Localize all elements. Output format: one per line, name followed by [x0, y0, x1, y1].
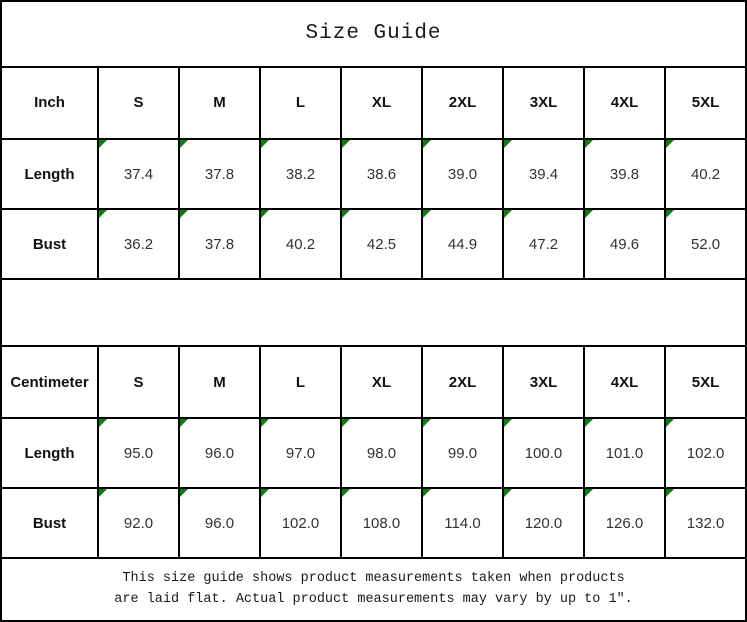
page-title: [1, 1, 746, 67]
corner-flag-icon: [585, 489, 593, 497]
value-cell: [665, 139, 746, 209]
measurement-value: 108.0: [362, 514, 401, 532]
row-label-cell: [1, 488, 98, 558]
size-header-cell: [260, 67, 341, 139]
corner-flag-icon: [423, 489, 431, 497]
size-label: L: [295, 94, 306, 112]
measurement-value: 96.0: [204, 514, 235, 532]
unit-label: Centimeter: [10, 373, 89, 391]
measurement-value: 39.8: [609, 165, 640, 183]
measurement-value: 102.0: [281, 514, 320, 532]
size-header-cell: [341, 67, 422, 139]
corner-flag-icon: [180, 140, 188, 148]
size-header-cell: [179, 346, 260, 418]
measurement-value: 44.9: [447, 235, 478, 253]
cm-header-row: [1, 346, 746, 418]
measurement-value: 37.8: [204, 235, 235, 253]
size-header-cell: [584, 346, 665, 418]
corner-flag-icon: [666, 140, 674, 148]
size-label: 4XL: [610, 94, 639, 112]
cm-length-row: [1, 418, 746, 488]
value-cell: [98, 488, 179, 558]
size-header-cell: [422, 346, 503, 418]
measurement-value: 49.6: [609, 235, 640, 253]
size-label: M: [213, 373, 226, 391]
footer-note-line2: are laid flat. Actual product measurements may vary by up to 1″.: [114, 591, 633, 607]
size-label: XL: [371, 94, 392, 112]
corner-flag-icon: [585, 140, 593, 148]
size-label: 2XL: [448, 94, 477, 112]
value-cell: [341, 209, 422, 279]
measurement-value: 102.0: [686, 444, 725, 462]
corner-flag-icon: [423, 140, 431, 148]
measurement-value: 120.0: [524, 514, 563, 532]
measurement-value: 36.2: [123, 235, 154, 253]
size-header-cell: [341, 346, 422, 418]
size-label: XL: [371, 373, 392, 391]
corner-flag-icon: [666, 419, 674, 427]
value-cell: [341, 488, 422, 558]
unit-header-cell-centimeter: [1, 346, 98, 418]
corner-flag-icon: [180, 419, 188, 427]
size-header-cell: [584, 67, 665, 139]
value-cell: [98, 209, 179, 279]
value-cell: [260, 418, 341, 488]
measurement-value: 92.0: [123, 514, 154, 532]
corner-flag-icon: [99, 210, 107, 218]
measurement-value: 38.6: [366, 165, 397, 183]
size-header-cell: [503, 67, 584, 139]
corner-flag-icon: [585, 210, 593, 218]
value-cell: [422, 488, 503, 558]
row-label-cell: [1, 209, 98, 279]
value-cell: [260, 139, 341, 209]
row-label: Bust: [32, 514, 67, 532]
size-header-cell: [503, 346, 584, 418]
measurement-value: 37.8: [204, 165, 235, 183]
unit-label: Inch: [34, 94, 65, 112]
size-label: 2XL: [448, 373, 477, 391]
corner-flag-icon: [504, 489, 512, 497]
measurement-value: 37.4: [123, 165, 154, 183]
value-cell: [584, 488, 665, 558]
value-cell: [179, 418, 260, 488]
measurement-value: 38.2: [285, 165, 316, 183]
row-label: Length: [24, 165, 75, 183]
value-cell: [503, 418, 584, 488]
inch-header-row: [1, 67, 746, 139]
row-label: Bust: [32, 235, 67, 253]
value-cell: [260, 209, 341, 279]
measurement-value: 97.0: [285, 444, 316, 462]
page-title-text: Size Guide: [305, 22, 442, 46]
measurement-value: 132.0: [686, 514, 725, 532]
corner-flag-icon: [666, 210, 674, 218]
measurement-value: 126.0: [605, 514, 644, 532]
footer-note: [1, 558, 746, 621]
value-cell: [179, 488, 260, 558]
footer-note-line1: This size guide shows product measurements taken when products: [122, 570, 625, 586]
value-cell: [665, 488, 746, 558]
corner-flag-icon: [261, 419, 269, 427]
value-cell: [503, 209, 584, 279]
footer-row: [1, 558, 746, 621]
inch-bust-row: [1, 209, 746, 279]
measurement-value: 114.0: [444, 514, 481, 532]
value-cell: [584, 209, 665, 279]
measurement-value: 52.0: [690, 235, 721, 253]
corner-flag-icon: [342, 210, 350, 218]
corner-flag-icon: [261, 210, 269, 218]
cm-bust-row: [1, 488, 746, 558]
measurement-value: 101.0: [605, 444, 644, 462]
value-cell: [179, 139, 260, 209]
measurement-value: 40.2: [690, 165, 721, 183]
corner-flag-icon: [261, 140, 269, 148]
spacer-cell: [1, 279, 746, 346]
value-cell: [341, 418, 422, 488]
corner-flag-icon: [504, 419, 512, 427]
size-label: 5XL: [691, 373, 720, 391]
size-label: 3XL: [529, 373, 558, 391]
size-label: M: [213, 94, 226, 112]
measurement-value: 98.0: [366, 444, 397, 462]
corner-flag-icon: [180, 210, 188, 218]
measurement-value: 100.0: [524, 444, 563, 462]
size-header-cell: [98, 67, 179, 139]
value-cell: [341, 139, 422, 209]
title-row: [1, 1, 746, 67]
spacer-row: [1, 279, 746, 346]
corner-flag-icon: [423, 210, 431, 218]
value-cell: [503, 139, 584, 209]
size-label: 4XL: [610, 373, 639, 391]
value-cell: [503, 488, 584, 558]
measurement-value: 99.0: [447, 444, 478, 462]
size-label: L: [295, 373, 306, 391]
measurement-value: 96.0: [204, 444, 235, 462]
measurement-value: 95.0: [123, 444, 154, 462]
corner-flag-icon: [99, 489, 107, 497]
row-label-cell: [1, 418, 98, 488]
value-cell: [98, 418, 179, 488]
value-cell: [584, 139, 665, 209]
size-header-cell: [179, 67, 260, 139]
measurement-value: 39.0: [447, 165, 478, 183]
measurement-value: 47.2: [528, 235, 559, 253]
unit-header-cell-inch: [1, 67, 98, 139]
corner-flag-icon: [342, 419, 350, 427]
size-header-cell: [422, 67, 503, 139]
value-cell: [422, 209, 503, 279]
value-cell: [98, 139, 179, 209]
size-header-cell: [260, 346, 341, 418]
value-cell: [179, 209, 260, 279]
size-label: S: [133, 373, 144, 391]
corner-flag-icon: [585, 419, 593, 427]
measurement-value: 40.2: [285, 235, 316, 253]
corner-flag-icon: [261, 489, 269, 497]
measurement-value: 42.5: [366, 235, 397, 253]
corner-flag-icon: [504, 140, 512, 148]
corner-flag-icon: [180, 489, 188, 497]
size-label: 3XL: [529, 94, 558, 112]
value-cell: [422, 139, 503, 209]
corner-flag-icon: [99, 140, 107, 148]
size-label: S: [133, 94, 144, 112]
corner-flag-icon: [666, 489, 674, 497]
measurement-value: 39.4: [528, 165, 559, 183]
size-header-cell: [665, 67, 746, 139]
value-cell: [260, 488, 341, 558]
corner-flag-icon: [504, 210, 512, 218]
size-label: 5XL: [691, 94, 720, 112]
corner-flag-icon: [99, 419, 107, 427]
value-cell: [584, 418, 665, 488]
size-header-cell: [98, 346, 179, 418]
corner-flag-icon: [342, 140, 350, 148]
corner-flag-icon: [423, 419, 431, 427]
size-header-cell: [665, 346, 746, 418]
corner-flag-icon: [342, 489, 350, 497]
row-label-cell: [1, 139, 98, 209]
inch-length-row: [1, 139, 746, 209]
row-label: Length: [24, 444, 75, 462]
value-cell: [665, 209, 746, 279]
value-cell: [422, 418, 503, 488]
value-cell: [665, 418, 746, 488]
